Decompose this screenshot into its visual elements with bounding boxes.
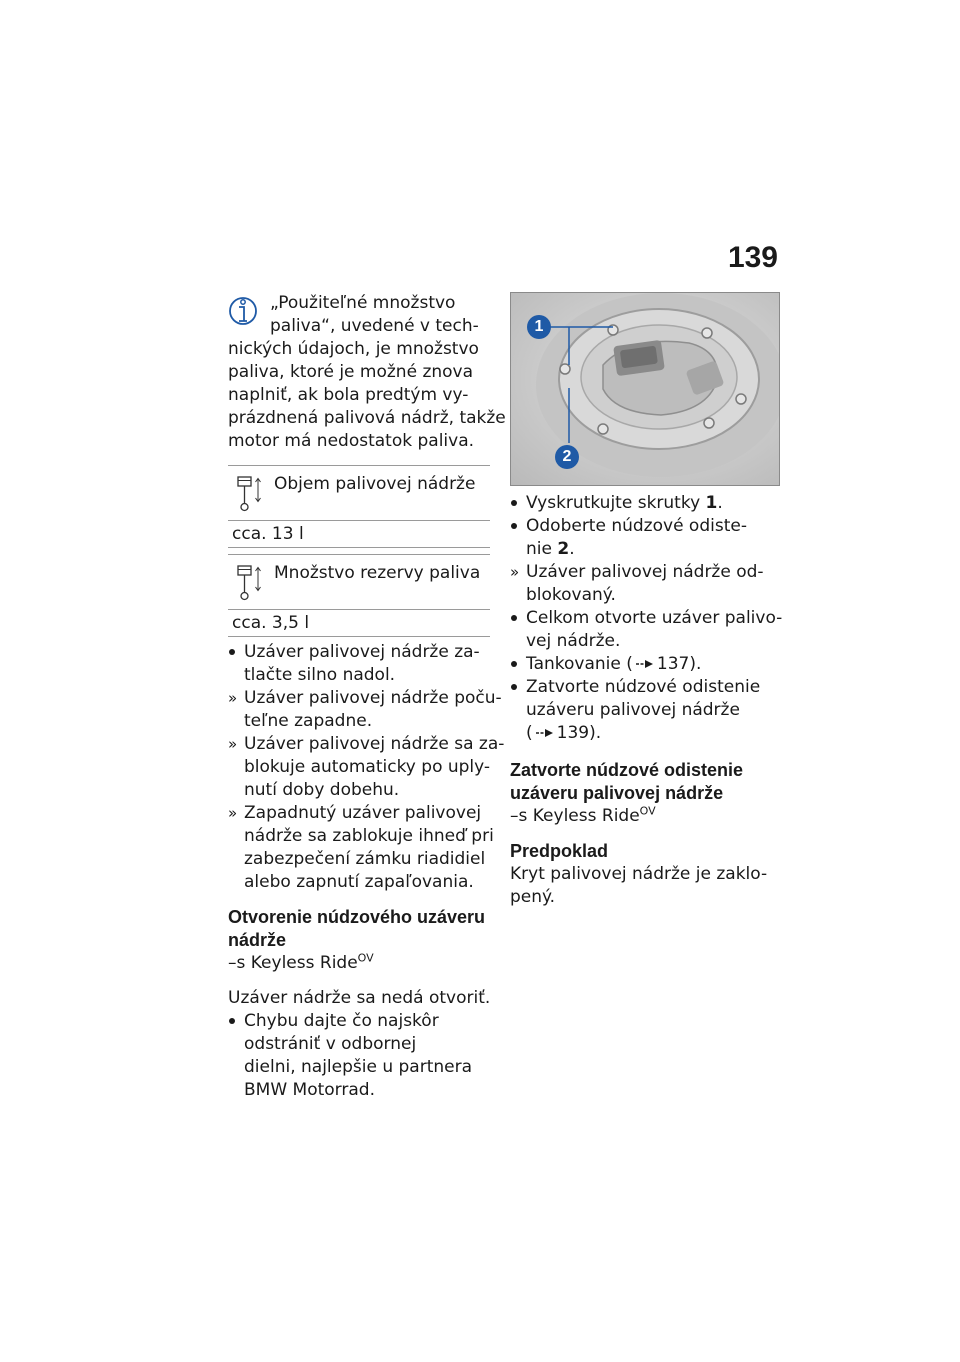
spec-label: Množstvo rezervy paliva: [274, 563, 481, 583]
result-text: teľne zapadne.: [244, 711, 373, 731]
note-line: nických údajoch, je množstvo: [228, 339, 479, 359]
result-text: blokovaný.: [526, 585, 616, 605]
step-text: odstrániť v odbornej: [244, 1034, 417, 1054]
page-reference-arrow-icon: [636, 658, 654, 670]
equipment-option: [228, 952, 490, 975]
prerequisite-heading: Predpoklad: [510, 841, 609, 861]
section-heading: Otvorenie núdzového uzáveru: [228, 907, 486, 927]
section-heading: uzáveru palivovej nádrže: [510, 783, 724, 803]
engine-piston-icon: [236, 563, 262, 605]
step-text: BMW Motorrad.: [244, 1080, 375, 1100]
option-superscript: OV: [639, 804, 656, 818]
callout-1: 1: [534, 318, 544, 335]
step-text: [526, 722, 780, 745]
callout-2: 2: [562, 448, 572, 465]
step-text: [526, 492, 780, 515]
emergency-open-procedure: [510, 492, 783, 745]
callout-reference: 1: [705, 493, 718, 513]
body-text: Uzáver nádrže sa nedá otvoriť.: [228, 988, 491, 1008]
note-line: paliva, ktoré je možné znova: [228, 362, 474, 382]
step-text-part: Tankovanie (: [526, 654, 633, 674]
callout-reference: 2: [557, 539, 570, 559]
step-text: [526, 538, 780, 561]
list-item: [228, 641, 490, 687]
step-text: dielni, najlepšie u partnera: [244, 1057, 473, 1077]
result-text: Uzáver palivovej nádrže sa za-: [244, 734, 505, 754]
list-item: [510, 515, 780, 561]
result-text: Zapadnutý uzáver palivovej: [244, 803, 482, 823]
step-text-part: (: [526, 723, 533, 743]
spec-label: Objem palivovej nádrže: [274, 474, 476, 494]
fuel-cap-illustration: [511, 293, 779, 485]
list-item: [510, 653, 780, 676]
result-text: nutí doby dobehu.: [244, 780, 400, 800]
emergency-open-section: [228, 906, 490, 1102]
step-text-part: .: [717, 493, 723, 513]
equipment-option: [510, 805, 780, 828]
step-text: [526, 653, 780, 676]
note-line: prázdnená palivová nádrž, takže: [228, 408, 506, 428]
spec-value: cca. 13 l: [228, 521, 490, 548]
list-item: [228, 733, 505, 802]
note-line: naplniť, ak bola predtým vy-: [228, 385, 469, 405]
result-text: zabezpečení zámku riadidiel: [244, 849, 486, 869]
engine-piston-icon: [236, 474, 262, 516]
left-column: [228, 292, 506, 1102]
list-item: [228, 802, 494, 894]
info-icon: [228, 294, 258, 330]
spec-table-tank-volume: [228, 465, 490, 548]
right-column: [510, 292, 783, 909]
page-number: 139: [727, 241, 778, 274]
emergency-close-section: [510, 759, 780, 909]
list-item: [510, 492, 780, 515]
result-text: blokuje automaticky po uply-: [244, 757, 491, 777]
section-heading: Zatvorte núdzové odistenie: [510, 760, 744, 780]
list-item: [510, 561, 780, 607]
prerequisite-text: pený.: [510, 887, 556, 907]
note-line: motor má nedostatok paliva.: [228, 431, 475, 451]
step-text: Celkom otvorte uzáver palivo-: [526, 608, 783, 628]
step-text: tlačte silno nadol.: [244, 665, 396, 685]
step-text: Odoberte núdzové odiste-: [526, 516, 747, 536]
step-text-part: nie: [526, 539, 558, 559]
section-heading: nádrže: [228, 930, 287, 950]
step-text: vej nádrže.: [526, 631, 621, 651]
step-text: uzáveru palivovej nádrže: [526, 700, 740, 720]
spec-value: cca. 3,5 l: [228, 610, 490, 637]
spec-table-reserve: [228, 554, 490, 637]
option-superscript: OV: [357, 951, 374, 965]
list-item: [510, 607, 783, 653]
result-text: Uzáver palivovej nádrže poču-: [244, 688, 502, 708]
result-text: nádrže sa zablokuje ihneď pri: [244, 826, 494, 846]
step-text: Uzáver palivovej nádrže za-: [244, 642, 480, 662]
list-item: [228, 687, 502, 733]
step-text: Zatvorte núdzové odistenie: [526, 677, 761, 697]
closing-steps-list: [228, 641, 505, 894]
option-text: –s Keyless Ride: [228, 953, 358, 973]
list-item: [510, 676, 780, 745]
spec-header: [228, 466, 490, 521]
note-line: „Použiteľné množstvo: [270, 293, 456, 313]
note-line: paliva“, uvedené v tech-: [270, 316, 479, 336]
info-note: [228, 292, 506, 453]
list-item: [228, 1010, 490, 1102]
page-reference-link[interactable]: 139).: [556, 723, 602, 743]
step-text-part: Vyskrutkujte skrutky: [526, 493, 706, 513]
prerequisite-text: Kryt palivovej nádrže je zaklo-: [510, 864, 768, 884]
option-text: –s Keyless Ride: [510, 806, 640, 826]
page-reference-link[interactable]: 137).: [656, 654, 702, 674]
step-text: Chybu dajte čo najskôr: [244, 1011, 439, 1031]
emergency-open-steps: [228, 1010, 490, 1102]
spec-header: [228, 555, 490, 610]
fuel-cap-figure: [510, 292, 780, 486]
result-text: alebo zapnutí zapaľovania.: [244, 872, 474, 892]
result-text: Uzáver palivovej nádrže od-: [526, 562, 764, 582]
step-text-part: .: [569, 539, 575, 559]
page-reference-arrow-icon: [536, 727, 554, 739]
